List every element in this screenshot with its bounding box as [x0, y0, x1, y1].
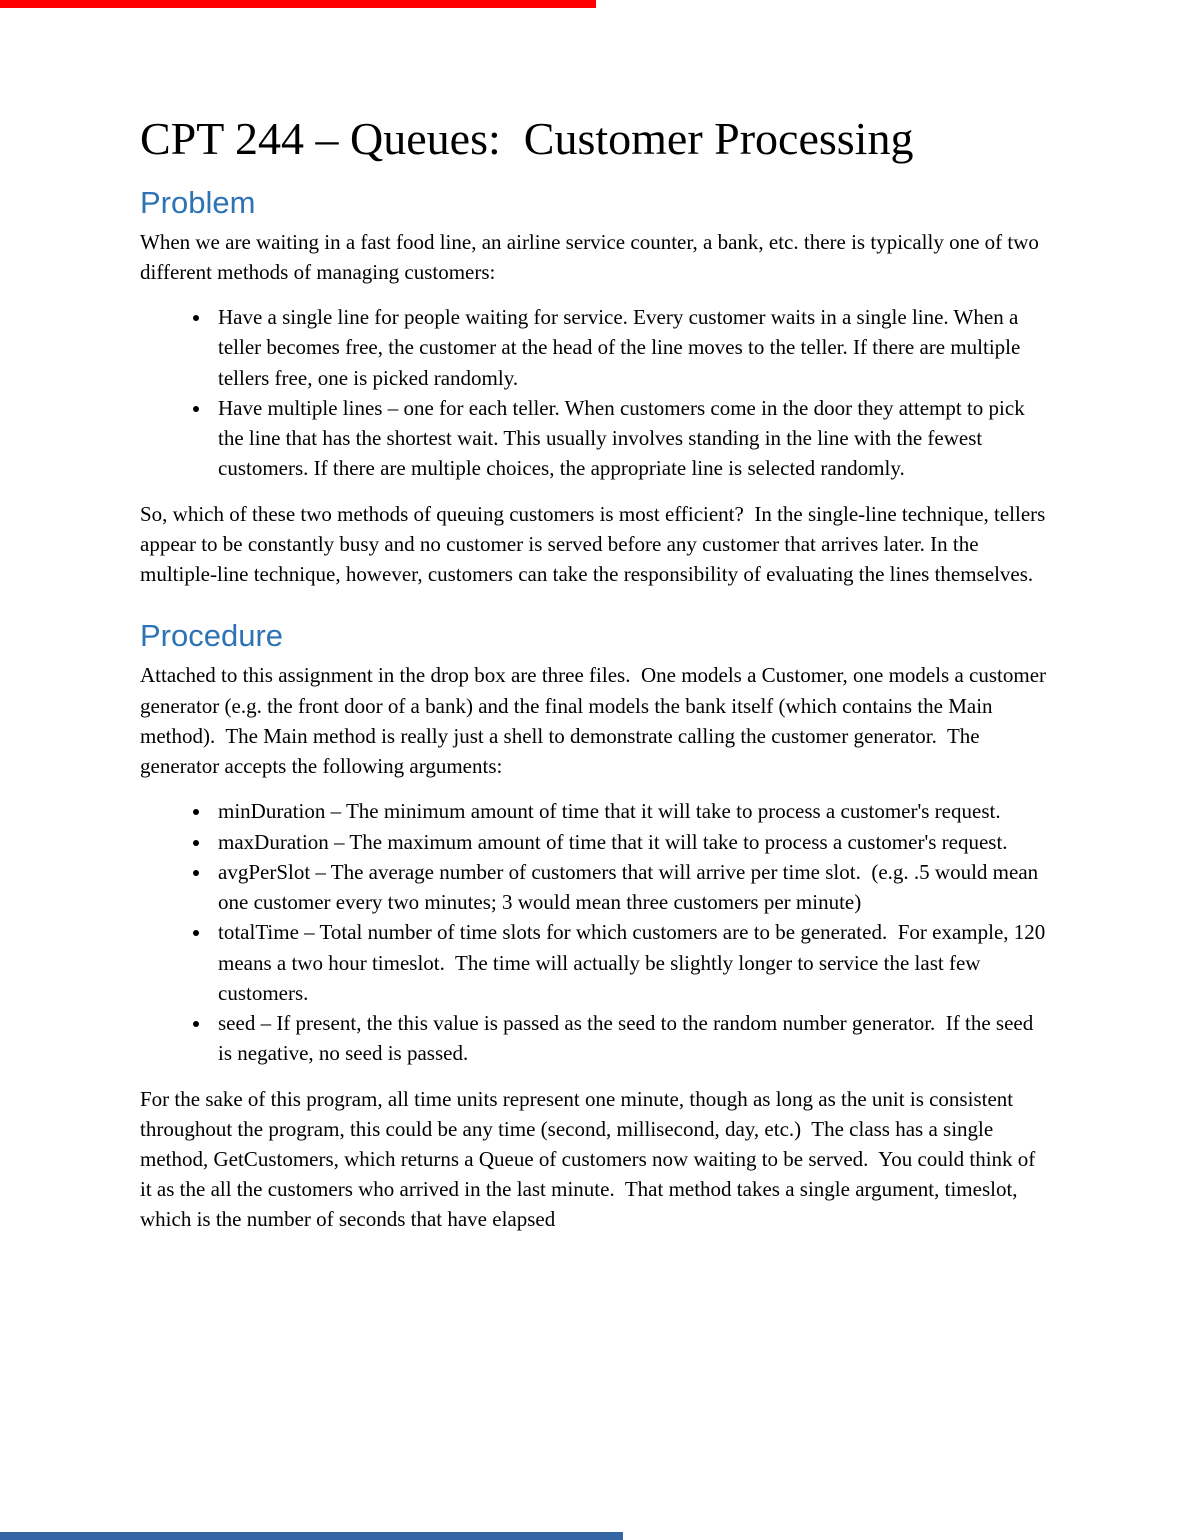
list-item: • avgPerSlot – The average number of customers that will arrive per time slot. (e.g. .5 would mean one customer every two minutes; 3 would mean three customers per minute): [212, 857, 1050, 917]
section-heading-procedure: Procedure: [140, 618, 284, 654]
problem-outro-paragraph: So, which of these two methods of queuing customers is most efficient? In the single-line technique, tellers appear to be constantly busy and no customer is served before any customer that arrives later. In the multiple-line technique, however, customers can take the responsibility of evaluating the lines themselves.: [140, 501, 1051, 587]
list-item: • Have multiple lines – one for each teller. When customers come in the door they attempt to pick the line that has the shortest wait. This usually involves standing in the line with the fewest customers. If there are multiple choices, the appropriate line is selected randomly.: [212, 393, 1050, 484]
section-heading-problem: Problem: [140, 184, 256, 220]
procedure-bullet-list: [140, 796, 1050, 1068]
list-item: • seed – If present, the this value is passed as the seed to the random number generator. If the seed is negative, no seed is passed.: [212, 1008, 1050, 1068]
list-item: • minDuration – The minimum amount of time that it will take to process a customer's request.: [212, 796, 1050, 826]
problem-bullet-list: [140, 302, 1050, 483]
list-item: • Have a single line for people waiting for service. Every customer waits in a single line. When a teller becomes free, the customer at the head of the line moves to the teller. If there are multiple tellers free, one is picked randomly.: [212, 302, 1050, 393]
procedure-outro-paragraph: For the sake of this program, all time units represent one minute, though as long as the unit is consistent throughout the program, this could be any time (second, millisecond, day, etc.) The class has a single method, GetCustomers, which returns a Queue of customers now waiting to be served. You could think of it as the all the customers who arrived in the last minute. That method takes a single argument, timeslot, which is the number of seconds that have elapsed: [140, 1086, 1041, 1232]
problem-intro-paragraph: When we are waiting in a fast food line, an airline service counter, a bank, etc. there is typically one of two different methods of managing customers:: [140, 229, 1045, 284]
top-red-strip: [0, 0, 596, 8]
list-item: • totalTime – Total number of time slots for which customers are to be generated. For example, 120 means a two hour timeslot. The time will actually be slightly longer to service the last few customers.: [212, 917, 1050, 1008]
procedure-intro-paragraph: Attached to this assignment in the drop box are three files. One models a Customer, one models a customer generator (e.g. the front door of a bank) and the final models the bank itself (which contains the Main method). The Main method is really just a shell to demonstrate calling the customer generator. The generator accepts the following arguments:: [140, 663, 1052, 779]
document-title: CPT 244 – Queues: Customer Processing: [140, 113, 914, 164]
document-content: [140, 110, 1050, 1250]
list-item: • maxDuration – The maximum amount of time that it will take to process a customer's request.: [212, 827, 1050, 857]
bottom-blue-strip: [0, 1532, 623, 1540]
